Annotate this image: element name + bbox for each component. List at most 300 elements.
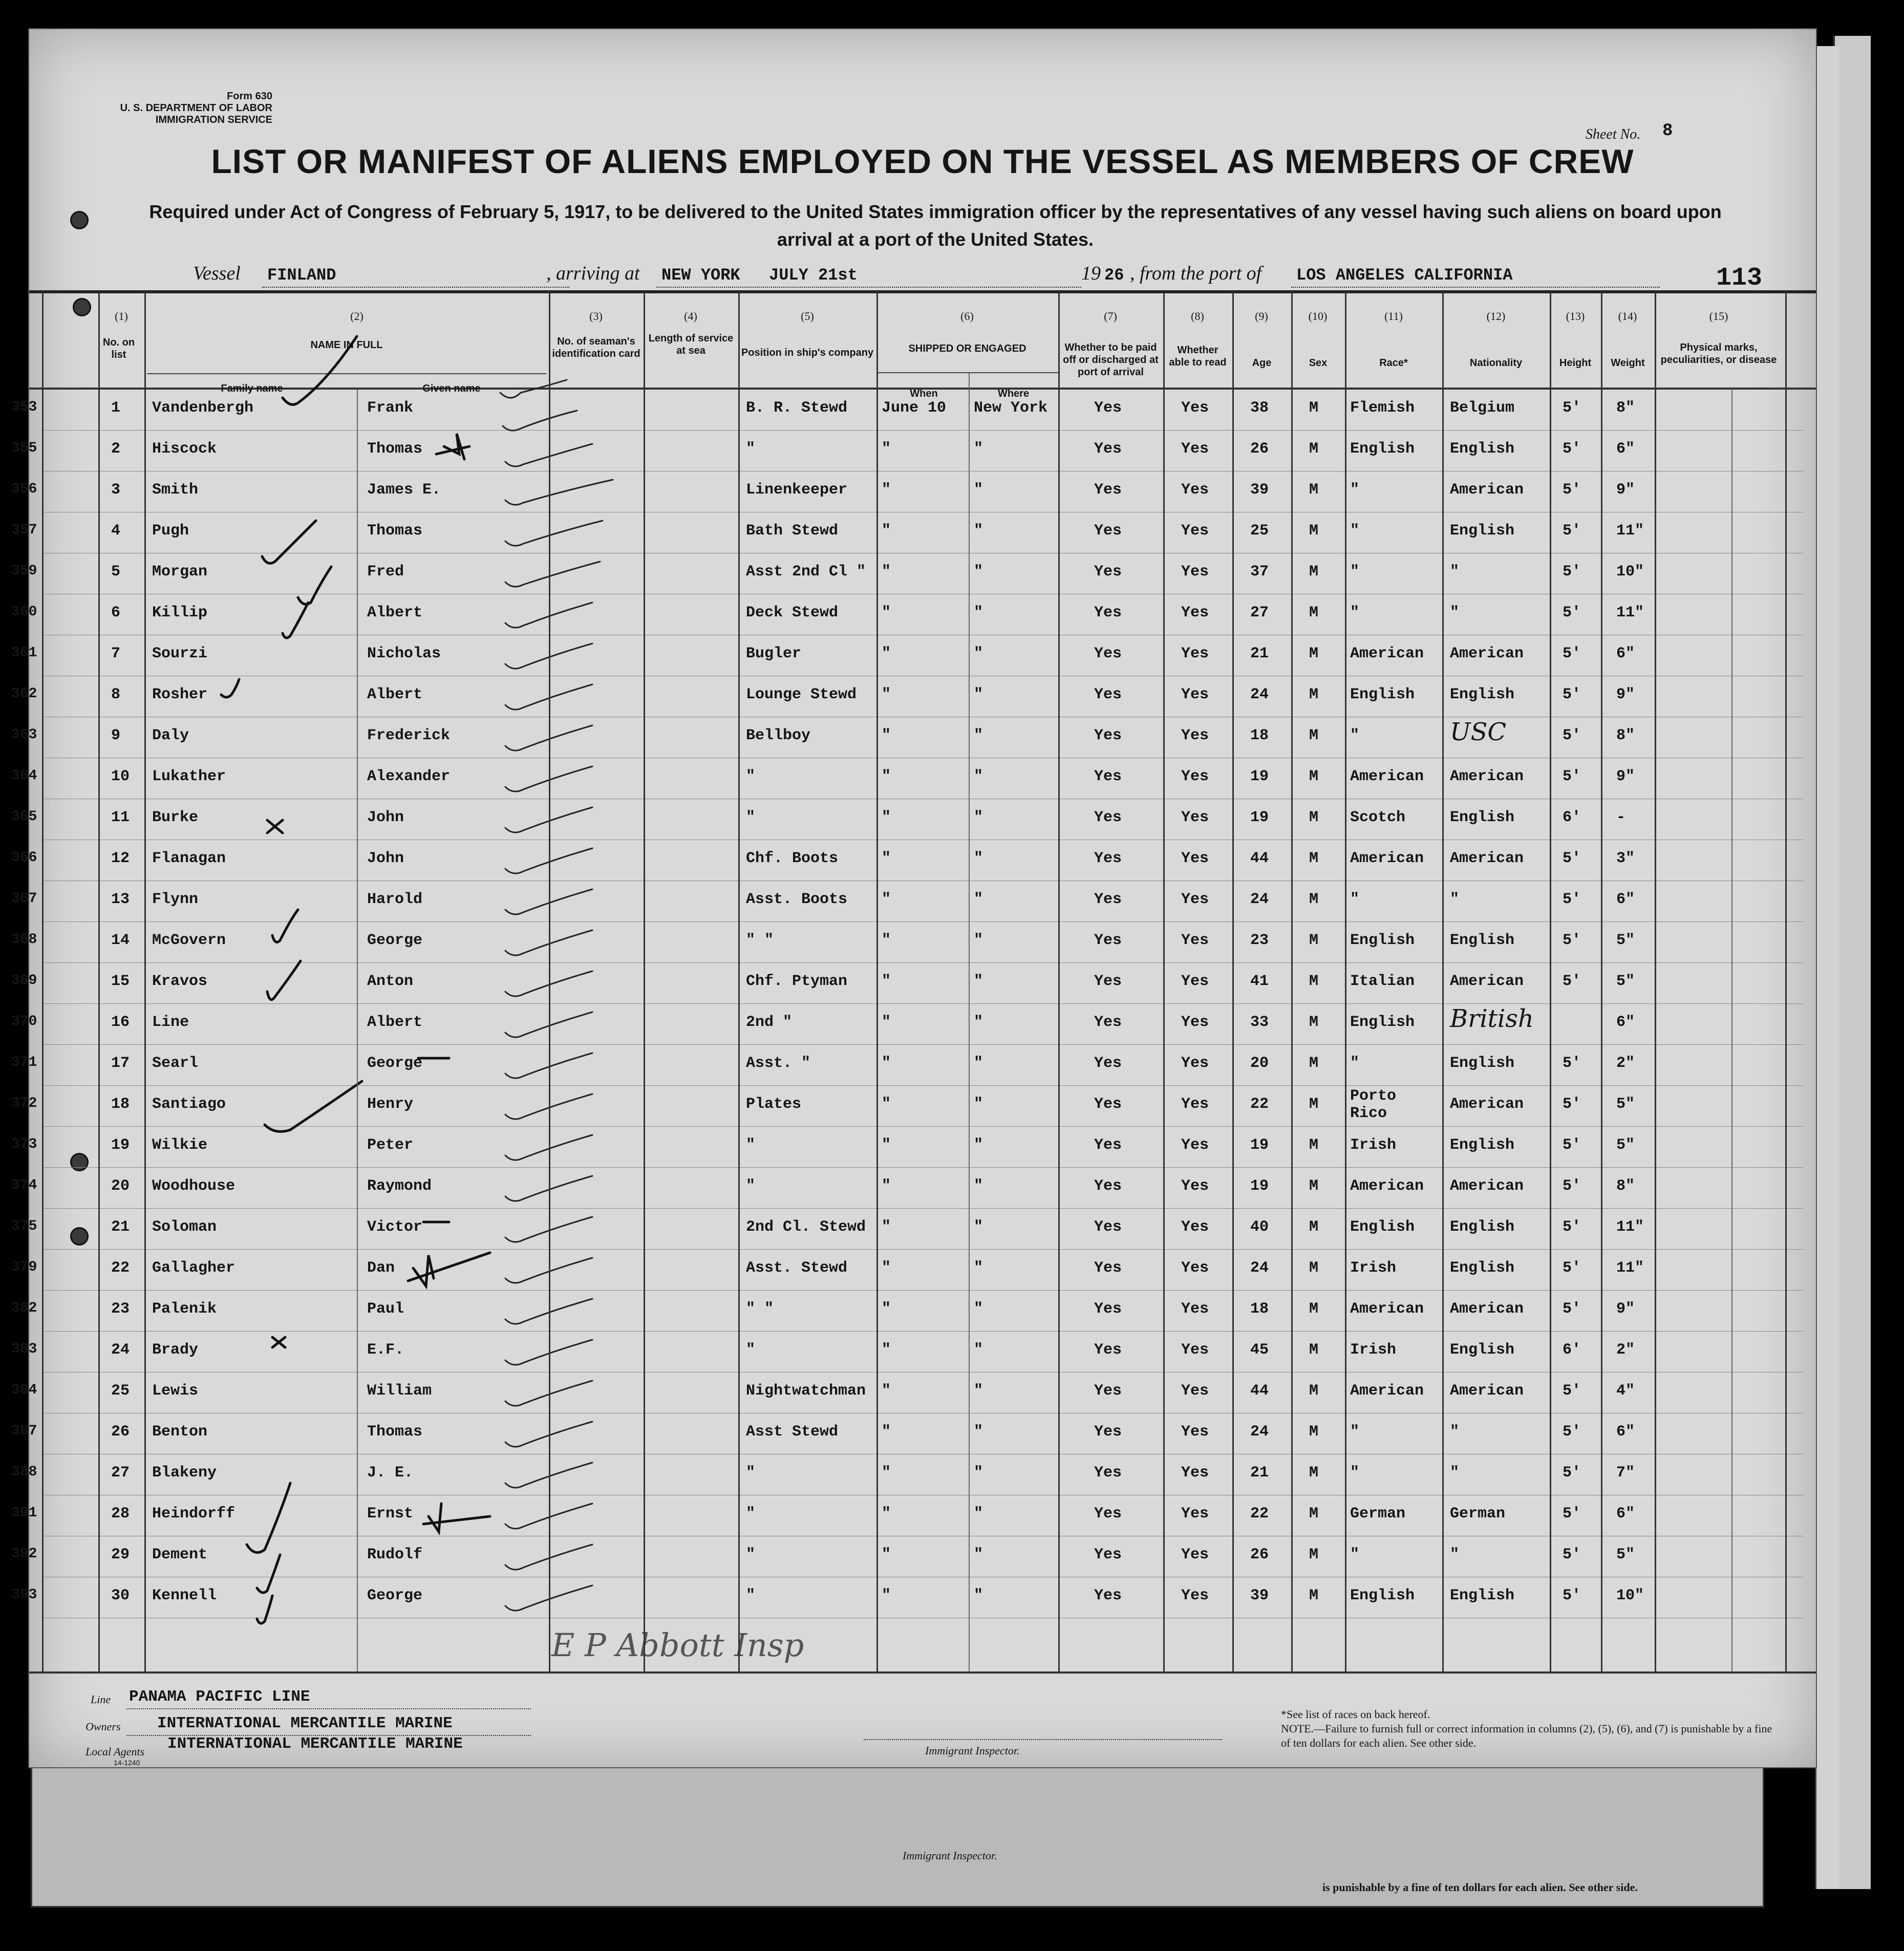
checkmark-icon	[505, 480, 613, 505]
able-to-read: Yes	[1181, 1587, 1209, 1604]
nationality: English	[1450, 522, 1515, 540]
paid-off: Yes	[1094, 522, 1122, 540]
weight: 11"	[1616, 604, 1644, 621]
position: Bath Stewd	[746, 522, 839, 540]
shipped-when: "	[882, 1341, 891, 1359]
given-name: J. E.	[367, 1464, 414, 1482]
row-margin-number: 387	[11, 1423, 37, 1439]
position: "	[746, 1341, 756, 1359]
table-column-rule	[1550, 292, 1551, 1671]
position: "	[746, 1587, 756, 1604]
paid-off: Yes	[1094, 1423, 1122, 1441]
height: 5'	[1563, 1137, 1581, 1154]
nationality: American	[1450, 481, 1524, 499]
given-name: Frederick	[367, 727, 451, 744]
sex: M	[1309, 932, 1319, 949]
weight: 5"	[1616, 1546, 1635, 1563]
sex: M	[1309, 1096, 1319, 1113]
row-margin-number: 356	[11, 481, 37, 497]
row-number: 2	[111, 440, 121, 458]
paid-off: Yes	[1094, 1096, 1122, 1113]
nationality: USC	[1450, 718, 1507, 746]
row-number: 12	[111, 850, 130, 867]
weight: 4"	[1616, 1382, 1635, 1400]
shipped-when: "	[882, 809, 891, 826]
checkmark-icon	[262, 521, 316, 563]
position: " "	[746, 1300, 774, 1318]
checkmark-icon	[505, 562, 600, 587]
row-number: 28	[111, 1505, 130, 1523]
sex: M	[1309, 1055, 1319, 1072]
nationality: English	[1450, 440, 1515, 458]
race: English	[1350, 932, 1415, 949]
able-to-read: Yes	[1181, 481, 1209, 499]
checkmark-icon	[257, 1596, 272, 1623]
sex: M	[1309, 1464, 1319, 1482]
under-sheet-inspector: Immigrant Inspector.	[903, 1849, 997, 1862]
height: 5'	[1563, 1055, 1581, 1072]
race: "	[1350, 891, 1360, 908]
able-to-read: Yes	[1181, 522, 1209, 540]
column-number: (7)	[1104, 310, 1117, 323]
given-name: Albert	[367, 1014, 423, 1031]
height: 5'	[1563, 768, 1581, 785]
sex: M	[1309, 1423, 1319, 1441]
checkmark-icon	[272, 910, 298, 942]
family-name: Benton	[152, 1423, 208, 1441]
checkmark-icon	[221, 679, 239, 697]
weight: 9"	[1616, 1300, 1635, 1318]
document-title: LIST OR MANIFEST OF ALIENS EMPLOYED ON THE VESSEL AS MEMBERS OF CREW	[211, 142, 1634, 180]
row-number: 15	[111, 973, 130, 990]
nationality: British	[1450, 1004, 1534, 1033]
race: "	[1350, 522, 1360, 540]
shipped-when: "	[882, 768, 891, 785]
table-column-rule	[644, 292, 645, 1671]
shipped-when: "	[882, 645, 891, 662]
weight: 10"	[1616, 563, 1644, 581]
nationality: English	[1450, 1055, 1515, 1072]
age: 39	[1250, 481, 1269, 499]
row-margin-number: 362	[11, 686, 37, 702]
row-margin-number: 373	[11, 1137, 37, 1152]
race: American	[1350, 768, 1424, 785]
family-name: McGovern	[152, 932, 226, 949]
shipped-where: "	[974, 1382, 983, 1400]
age: 21	[1250, 645, 1269, 662]
shipped-when: "	[882, 1300, 891, 1318]
given-name: Victor	[367, 1218, 423, 1236]
shipped-where: "	[974, 809, 983, 826]
given-name: Nicholas	[367, 645, 441, 662]
sex: M	[1309, 727, 1319, 744]
family-name: Searl	[152, 1055, 199, 1072]
row-margin-number: 375	[11, 1218, 37, 1234]
shipped-when: "	[882, 1137, 891, 1154]
table-column-rule	[1731, 389, 1732, 1671]
weight: 6"	[1616, 645, 1635, 662]
row-number: 6	[111, 604, 121, 621]
cross-mark-icon	[272, 1337, 285, 1347]
shipped-when: "	[882, 1505, 891, 1523]
given-name: Rudolf	[367, 1546, 423, 1563]
col-shipped: SHIPPED OR ENGAGED	[908, 343, 1026, 354]
race: "	[1350, 1423, 1360, 1441]
height: 5'	[1563, 1423, 1581, 1441]
shipped-where: "	[974, 1464, 983, 1482]
family-name: Sourzi	[152, 645, 208, 662]
paid-off: Yes	[1094, 727, 1122, 744]
weight: 2"	[1616, 1055, 1635, 1072]
race: Irish	[1350, 1137, 1397, 1154]
nationality: "	[1450, 1464, 1460, 1482]
family-name: Vandenbergh	[152, 399, 254, 417]
shipped-when: "	[882, 1096, 891, 1113]
line-value: PANAMA PACIFIC LINE	[129, 1688, 310, 1706]
weight: 9"	[1616, 768, 1635, 785]
paid-off: Yes	[1094, 809, 1122, 826]
service-name: IMMIGRATION SERVICE	[155, 114, 272, 125]
family-name: Flanagan	[152, 850, 226, 867]
age: 21	[1250, 1464, 1269, 1482]
from-port: LOS ANGELES CALIFORNIA	[1296, 266, 1513, 285]
race: Flemish	[1350, 399, 1415, 417]
height: 5'	[1563, 932, 1581, 949]
able-to-read: Yes	[1181, 1096, 1209, 1113]
nationality: American	[1450, 1382, 1524, 1400]
shipped-when: June 10	[882, 399, 947, 417]
family-name: Dement	[152, 1546, 208, 1563]
age: 45	[1250, 1341, 1269, 1359]
age: 40	[1250, 1218, 1269, 1236]
row-number: 11	[111, 809, 130, 826]
weight: 8"	[1616, 727, 1635, 744]
sex: M	[1309, 768, 1319, 785]
sex: M	[1309, 1505, 1319, 1523]
paid-off: Yes	[1094, 1587, 1122, 1604]
family-name: Rosher	[152, 686, 208, 703]
paid-off: Yes	[1094, 440, 1122, 458]
height: 5'	[1563, 1464, 1581, 1482]
age: 24	[1250, 686, 1269, 703]
shipped-when: "	[882, 1014, 891, 1031]
table-column-rule	[1601, 292, 1602, 1671]
col-name-in-full: NAME IN FULL	[310, 339, 383, 351]
underlying-sheet	[31, 1751, 1764, 1907]
given-name: Fred	[367, 563, 404, 581]
given-name: Thomas	[367, 522, 423, 540]
nationality: English	[1450, 1137, 1515, 1154]
race: English	[1350, 1218, 1415, 1236]
row-number: 19	[111, 1137, 130, 1154]
shipped-where: "	[974, 768, 983, 785]
checkmark-icon	[283, 336, 357, 404]
nationality: American	[1450, 1177, 1524, 1195]
row-number: 23	[111, 1300, 130, 1318]
paid-off: Yes	[1094, 1259, 1122, 1277]
paid-off: Yes	[1094, 1464, 1122, 1482]
row-number: 1	[111, 399, 121, 417]
vessel-name: FINLAND	[267, 266, 336, 285]
row-margin-number: 367	[11, 891, 37, 907]
races-note: *See list of races on back hereof.	[1281, 1708, 1430, 1721]
able-to-read: Yes	[1181, 850, 1209, 867]
weight: 7"	[1616, 1464, 1635, 1482]
height: 5'	[1563, 604, 1581, 621]
shipped-where: "	[974, 1014, 983, 1031]
race: "	[1350, 563, 1360, 581]
family-name: Smith	[152, 481, 199, 499]
shipped-where: "	[974, 1341, 983, 1359]
height: 5'	[1563, 1382, 1581, 1400]
height: 5'	[1563, 1096, 1581, 1113]
position: Nightwatchman	[746, 1382, 866, 1400]
weight: 11"	[1616, 1218, 1644, 1236]
row-margin-number: 383	[11, 1341, 37, 1357]
table-column-rule	[969, 373, 970, 1671]
sex: M	[1309, 1546, 1319, 1563]
race: English	[1350, 1587, 1415, 1604]
sex: M	[1309, 1587, 1319, 1604]
given-name: Alexander	[367, 768, 451, 785]
family-name: Blakeny	[152, 1464, 217, 1482]
race: Scotch	[1350, 809, 1406, 826]
given-name: George	[367, 1587, 423, 1604]
height: 5'	[1563, 686, 1581, 703]
race: "	[1350, 1464, 1360, 1482]
row-number: 10	[111, 768, 130, 785]
nationality: Belgium	[1450, 399, 1515, 417]
row-number: 18	[111, 1096, 130, 1113]
row-number: 29	[111, 1546, 130, 1563]
nationality: German	[1450, 1505, 1506, 1523]
paid-off: Yes	[1094, 1546, 1122, 1563]
weight: 9"	[1616, 481, 1635, 499]
race: American	[1350, 850, 1424, 867]
shipped-when: "	[882, 1055, 891, 1072]
nationality: "	[1450, 891, 1460, 908]
row-margin-number: 372	[11, 1096, 37, 1111]
weight: 3"	[1616, 850, 1635, 867]
weight: 9"	[1616, 686, 1635, 703]
position: Deck Stewd	[746, 604, 839, 621]
family-name: Lukather	[152, 768, 226, 785]
race: "	[1350, 727, 1360, 744]
weight: -	[1616, 809, 1626, 826]
age: 19	[1250, 768, 1269, 785]
nationality: English	[1450, 1259, 1515, 1277]
form-code: 14-1240	[114, 1759, 140, 1767]
shipped-when: "	[882, 891, 891, 908]
row-margin-number: 388	[11, 1464, 37, 1480]
four-mark-icon	[436, 434, 469, 459]
column-number: (3)	[589, 310, 603, 323]
paid-off: Yes	[1094, 481, 1122, 499]
age: 19	[1250, 809, 1269, 826]
agents-value: INTERNATIONAL MERCANTILE MARINE	[167, 1735, 463, 1753]
family-name: Wilkie	[152, 1137, 208, 1154]
shipped-where: "	[974, 891, 983, 908]
sex: M	[1309, 1177, 1319, 1195]
document-subtitle: Required under Act of Congress of February 5, 1917, to be delivered to the United States immigration officer by the representatives of any vessel having such aliens on board upon arrival at a port of the United States.	[149, 201, 1722, 250]
able-to-read: Yes	[1181, 1464, 1209, 1482]
age: 18	[1250, 1300, 1269, 1318]
race: Irish	[1350, 1341, 1397, 1359]
sex: M	[1309, 1259, 1319, 1277]
age: 26	[1250, 440, 1269, 458]
shipped-where: "	[974, 440, 983, 458]
paid-off: Yes	[1094, 932, 1122, 949]
row-margin-number: 369	[11, 973, 37, 989]
col-when: When	[910, 388, 938, 399]
checkmark-icon	[298, 567, 331, 604]
position: B. R. Stewd	[746, 399, 848, 417]
family-name: Gallagher	[152, 1259, 236, 1277]
position: "	[746, 1505, 756, 1523]
table-column-rule	[1655, 292, 1656, 1671]
row-number: 27	[111, 1464, 130, 1482]
arriving-date: JULY 21st	[769, 266, 858, 285]
shipped-when: "	[882, 932, 891, 949]
family-name: Woodhouse	[152, 1177, 236, 1195]
table-column-rule	[1442, 292, 1444, 1671]
given-name: Albert	[367, 604, 423, 621]
manifest-sheet	[11, 28, 1817, 1768]
sex: M	[1309, 809, 1319, 826]
shipped-when: "	[882, 1587, 891, 1604]
able-to-read: Yes	[1181, 399, 1209, 417]
able-to-read: Yes	[1181, 973, 1209, 990]
column-number: (12)	[1486, 310, 1506, 323]
position: Linenkeeper	[746, 481, 848, 499]
arriving-label: , arriving at	[546, 263, 640, 284]
height: 5'	[1563, 1177, 1581, 1195]
table-column-rule	[1291, 292, 1293, 1671]
row-margin-number: 357	[11, 522, 37, 538]
paid-off: Yes	[1094, 645, 1122, 662]
height: 5'	[1563, 1587, 1581, 1604]
shipped-where: "	[974, 1218, 983, 1236]
owners-value: INTERNATIONAL MERCANTILE MARINE	[157, 1714, 453, 1732]
age: 33	[1250, 1014, 1269, 1031]
height: 5'	[1563, 645, 1581, 662]
owners-label: Owners	[85, 1720, 121, 1733]
col-race: Race*	[1379, 357, 1408, 369]
family-name: Flynn	[152, 891, 199, 908]
given-name: John	[367, 850, 404, 867]
given-name: Albert	[367, 686, 423, 703]
weight: 5"	[1616, 932, 1635, 949]
col-position: Position in ship's company	[741, 347, 874, 358]
row-number: 30	[111, 1587, 130, 1604]
age: 37	[1250, 563, 1269, 581]
row-margin-number: 379	[11, 1259, 37, 1275]
family-name: Killip	[152, 604, 208, 621]
shipped-when: "	[882, 1382, 891, 1400]
family-name: Kennell	[152, 1587, 217, 1604]
position: "	[746, 809, 756, 826]
col-id-card: No. of seaman's identification card	[552, 336, 640, 359]
weight: 5"	[1616, 973, 1635, 990]
sex: M	[1309, 563, 1319, 581]
column-number: (6)	[960, 310, 974, 323]
row-number: 16	[111, 1014, 130, 1031]
shipped-when: "	[882, 850, 891, 867]
age: 23	[1250, 932, 1269, 949]
race: American	[1350, 1382, 1424, 1400]
position: 2nd Cl. Stewd	[746, 1218, 866, 1236]
row-number: 17	[111, 1055, 130, 1072]
height: 5'	[1563, 1505, 1581, 1523]
position: 2nd "	[746, 1014, 793, 1031]
able-to-read: Yes	[1181, 1177, 1209, 1195]
year-suffix: 26	[1104, 266, 1124, 285]
table-column-rule	[738, 292, 740, 1671]
sex: M	[1309, 850, 1319, 867]
shipped-where: "	[974, 973, 983, 990]
col-length-service: Length of service at sea	[648, 333, 734, 356]
row-margin-number: 382	[11, 1300, 37, 1316]
able-to-read: Yes	[1181, 563, 1209, 581]
table-column-rule	[549, 292, 550, 1671]
race: English	[1350, 440, 1415, 458]
inspector-signature-line	[864, 1739, 1222, 1740]
row-number: 24	[111, 1341, 130, 1359]
shipped-where: "	[974, 1137, 983, 1154]
paid-off: Yes	[1094, 1014, 1122, 1031]
age: 27	[1250, 604, 1269, 621]
nationality: American	[1450, 850, 1524, 867]
column-number: (15)	[1709, 310, 1728, 323]
position: Asst. Boots	[746, 891, 848, 908]
able-to-read: Yes	[1181, 1137, 1209, 1154]
sex: M	[1309, 1137, 1319, 1154]
checkmark-icon	[247, 1483, 290, 1553]
row-margin-number: 384	[11, 1382, 37, 1398]
shipped-where: "	[974, 481, 983, 499]
paid-off: Yes	[1094, 604, 1122, 621]
sex: M	[1309, 645, 1319, 662]
age: 22	[1250, 1505, 1269, 1523]
able-to-read: Yes	[1181, 1259, 1209, 1277]
age: 24	[1250, 1423, 1269, 1441]
able-to-read: Yes	[1181, 1423, 1209, 1441]
row-number: 21	[111, 1218, 130, 1236]
weight: 6"	[1616, 1505, 1635, 1523]
position: "	[746, 1177, 756, 1195]
position: Chf. Boots	[746, 850, 839, 867]
table-column-rule	[1785, 292, 1787, 1671]
shipped-when: "	[882, 1464, 891, 1482]
shipped-where: "	[974, 850, 983, 867]
shipped-where: "	[974, 1300, 983, 1318]
nationality: English	[1450, 686, 1515, 703]
row-margin-number: 363	[11, 727, 37, 743]
race: English	[1350, 686, 1415, 703]
age: 25	[1250, 522, 1269, 540]
weight: 11"	[1616, 1259, 1644, 1277]
column-number: (4)	[684, 310, 697, 323]
race: American	[1350, 645, 1424, 662]
weight: 6"	[1616, 440, 1635, 458]
nationality: English	[1450, 932, 1515, 949]
nationality: American	[1450, 768, 1524, 785]
column-number: (10)	[1308, 310, 1328, 323]
row-number: 20	[111, 1177, 130, 1195]
nationality: "	[1450, 563, 1460, 581]
able-to-read: Yes	[1181, 1341, 1209, 1359]
four-mark-icon	[423, 1504, 490, 1532]
